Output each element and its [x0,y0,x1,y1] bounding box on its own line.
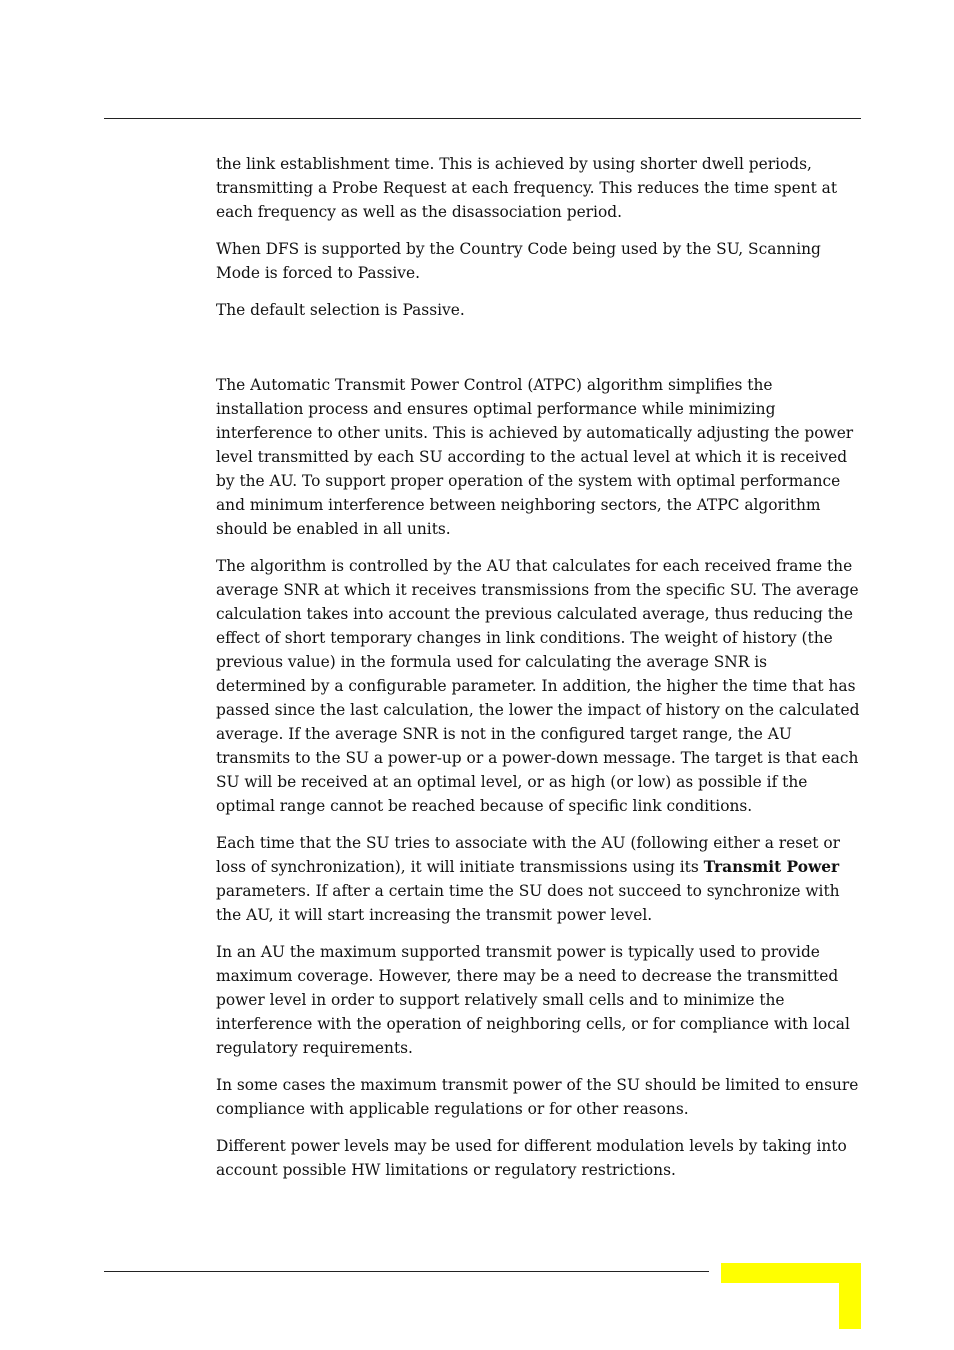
page-corner-marker [721,1263,861,1329]
paragraph-default-selection: The default selection is Passive. [216,301,465,319]
footer-rule [104,1271,709,1272]
page-body [216,152,861,1195]
paragraph-atpc-algorithm: The algorithm is controlled by the AU that calculates for each received frame the average SNR at which it receives transmissions from the specific SU. The average calculation takes into account the previous calculated average, thus reducing the effect of short temporary changes in link conditions. The weight of history (the previous value) in the formula used for calculating the average SNR is determined by a configurable parameter. In addition, the higher the time that has passed since the last calculation, the lower the impact of history on the calculated average. If the average SNR is not in the configured target range, the AU transmits to the SU a power-up or a power-down message. The target is that each SU will be received at an optimal level, or as high (or low) as possible if the optimal range cannot be reached because of specific link conditions. [216,557,860,815]
corner-marker-vertical-bar [839,1263,861,1329]
paragraph-scanning-mode-continued: the link establishment time. This is achieved by using shorter dwell periods, transmitting a Probe Request at each frequency. This reduces the time spent at each frequency as well as the disassociation period. [216,155,838,221]
paragraph-dfs-passive: When DFS is supported by the Country Code being used by the SU, Scanning Mode is forced to Passive. [216,240,821,282]
paragraph-atpc-intro: The Automatic Transmit Power Control (ATPC) algorithm simplifies the installation process and ensures optimal performance while minimizing interference to other units. This is achieved by automatically adjusting the power level transmitted by each SU according to the actual level at which it is received by the AU. To support proper operation of the system with optimal performance and minimum interference between neighboring sectors, the ATPC algorithm should be enabled in all units. [216,376,854,538]
paragraph-association-text-end: parameters. If after a certain time the SU does not succeed to synchronize with the AU, it will start increasing the transmit power level. [216,882,840,924]
paragraph-au-max-power: In an AU the maximum supported transmit power is typically used to provide maximum coverage. However, there may be a need to decrease the transmitted power level in order to support relatively small cells and to minimize the interference with the operation of neighboring cells, or for compliance with local regulatory requirements. [216,943,850,1057]
paragraph-association-text-start: Each time that the SU tries to associate with the AU (following either a reset or loss of synchronization), it will initiate transmissions using its [216,834,840,876]
paragraph-association [216,831,861,927]
paragraph-su-max-power: In some cases the maximum transmit power of the SU should be limited to ensure compliance with applicable regulations or for other reasons. [216,1076,859,1118]
paragraph-modulation-power-levels: Different power levels may be used for different modulation levels by taking into account possible HW limitations or regulatory restrictions. [216,1137,847,1179]
transmit-power-term: Transmit Power [703,858,840,876]
header-rule [104,118,861,119]
